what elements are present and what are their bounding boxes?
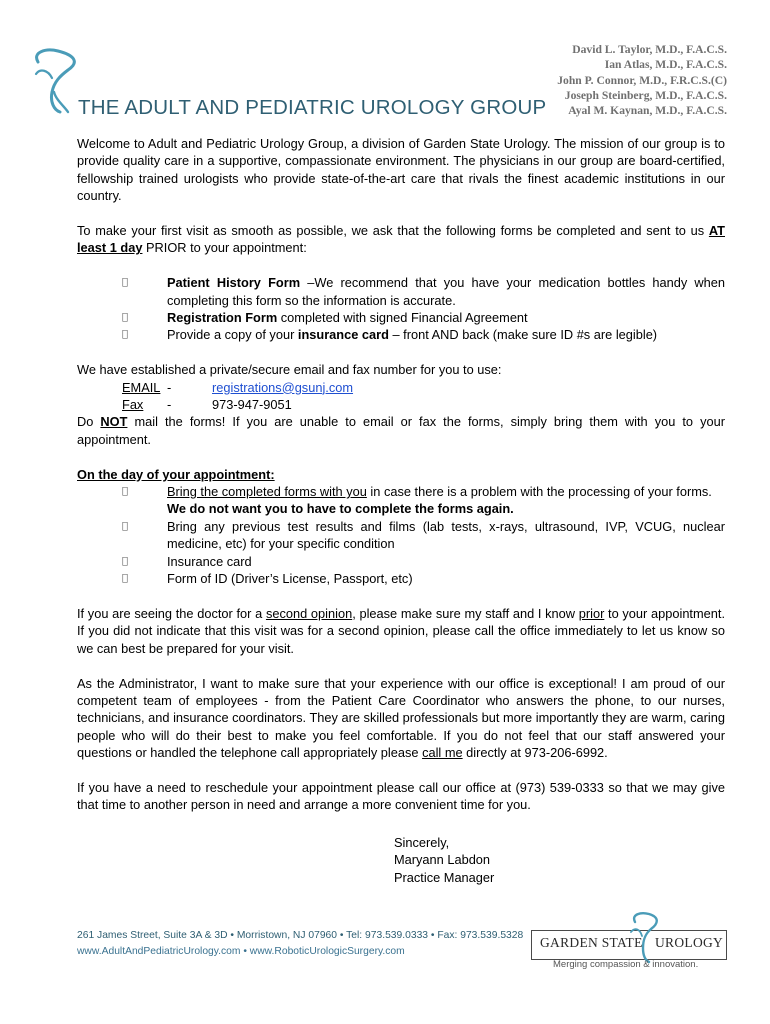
closing: Sincerely, (394, 835, 450, 850)
list-item: Bring any previous test results and films (lab tests, x-rays, ultrasound, IVP, VCUG, nuclear medicine, etc) for your specific condition (77, 518, 725, 553)
intro-paragraph: Welcome to Adult and Pediatric Urology Group, a division of Garden State Urology. The mission of our group is to provide quality care in a supportive, compassionate environment. The physicians in our group are board-certified, fellowship trained urologists who provide state-of-the-art care that rivals the finest academic institutions in our country. (77, 136, 725, 204)
bullet-icon (122, 570, 128, 587)
physician-name: John P. Connor, M.D., F.R.C.S.(C) (557, 73, 727, 87)
fax-label: Fax (122, 397, 144, 413)
signature-block (394, 834, 494, 886)
physician-name: Ayal M. Kaynan, M.D., F.A.C.S. (568, 104, 727, 118)
list-item: Provide a copy of your insurance card – front AND back (make sure ID #s are legible) (77, 326, 725, 343)
bullet-icon (122, 518, 128, 535)
first-visit-paragraph: To make your first visit as smooth as possible, we ask that the following forms be completed and sent to us AT least 1 day PRIOR to your appointment: (77, 223, 725, 256)
signer-title: Practice Manager (394, 869, 495, 885)
email-label: EMAIL (122, 379, 161, 395)
day-of-heading: On the day of your appointment: (77, 466, 275, 482)
email-row: EMAIL - registrations@gsunj.com (122, 379, 354, 395)
letterhead (0, 0, 770, 125)
garden-state-urology-logo (531, 912, 731, 972)
footer (77, 928, 523, 960)
bullet-icon (122, 309, 128, 326)
bullet-icon (122, 326, 128, 343)
physician-list (557, 42, 727, 118)
gsu-right-text: UROLOGY (655, 935, 724, 950)
footer-websites: www.AdultAndPediatricUrology.com • www.RoboticUrologicSurgery.com (77, 946, 405, 957)
letter-body (77, 135, 725, 814)
physician-name: Joseph Steinberg, M.D., F.A.C.S. (564, 88, 727, 102)
forms-list (77, 274, 725, 344)
no-mail-paragraph: Do NOT mail the forms! If you are unable to email or fax the forms, simply bring them with you to your appointment. (77, 414, 725, 447)
bullet-icon (122, 483, 128, 500)
contact-intro: We have established a private/secure email and fax number for you to use: (77, 362, 502, 378)
email-link[interactable]: registrations@gsunj.com (212, 379, 354, 395)
list-item: Bring the completed forms with you in case there is a problem with the processing of your forms. We do not want you to have to complete the forms again. (77, 483, 725, 518)
list-item: Patient History Form –We recommend that you have your medication bottles handy when completing this form so the information is accurate. (77, 274, 725, 309)
administrator-paragraph: As the Administrator, I want to make sure that your experience with our office is exceptional! I am proud of our competent team of employees - from the Patient Care Coordinator who answers the phone, to our nurses, technicians, and insurance coordinators. They are skilled professionals but more importantly they are warm, caring people who will do their best to make you feel comfortable. If you do not feel that our staff answered your questions or handled the telephone call appropriately please call me directly at 973-206-6992. (77, 675, 725, 761)
fax-number: 973-947-9051 (212, 397, 292, 413)
reschedule-paragraph: If you have a need to reschedule your appointment please call our office at (973) 539-0333 so that we may give that time to another person in need and arrange a more convenient time for you. (77, 779, 725, 813)
fax-row: Fax - 973-947-9051 (122, 397, 292, 413)
bullet-icon (122, 274, 128, 291)
day-of-list (77, 483, 725, 587)
physician-name: David L. Taylor, M.D., F.A.C.S. (572, 43, 727, 56)
urology-group-logo-icon (30, 48, 82, 114)
gsu-left-text: GARDEN STATE (540, 935, 643, 950)
gsu-tagline: Merging compassion & innovation. (553, 959, 699, 970)
list-item: Registration Form completed with signed Financial Agreement (77, 309, 725, 326)
bullet-icon (122, 553, 128, 570)
footer-address: 261 James Street, Suite 3A & 3D • Morristown, NJ 07960 • Tel: 973.539.0333 • Fax: 973.539.5328 (77, 930, 524, 941)
physician-name: Ian Atlas, M.D., F.A.C.S. (604, 58, 727, 72)
second-opinion-paragraph: If you are seeing the doctor for a second opinion, please make sure my staff and I know prior to your appointment. If you did not indicate that this visit was for a second opinion, please call the office immediately to let us know so we can best be prepared for your visit. (77, 605, 725, 656)
list-item: Form of ID (Driver’s License, Passport, etc) (77, 570, 725, 587)
list-item: Insurance card (77, 553, 725, 570)
emphasis-at-least-1-day: AT least 1 day (77, 223, 725, 256)
org-name: THE ADULT AND PEDIATRIC UROLOGY GROUP (78, 96, 547, 119)
signer-name: Maryann Labdon (394, 852, 491, 868)
